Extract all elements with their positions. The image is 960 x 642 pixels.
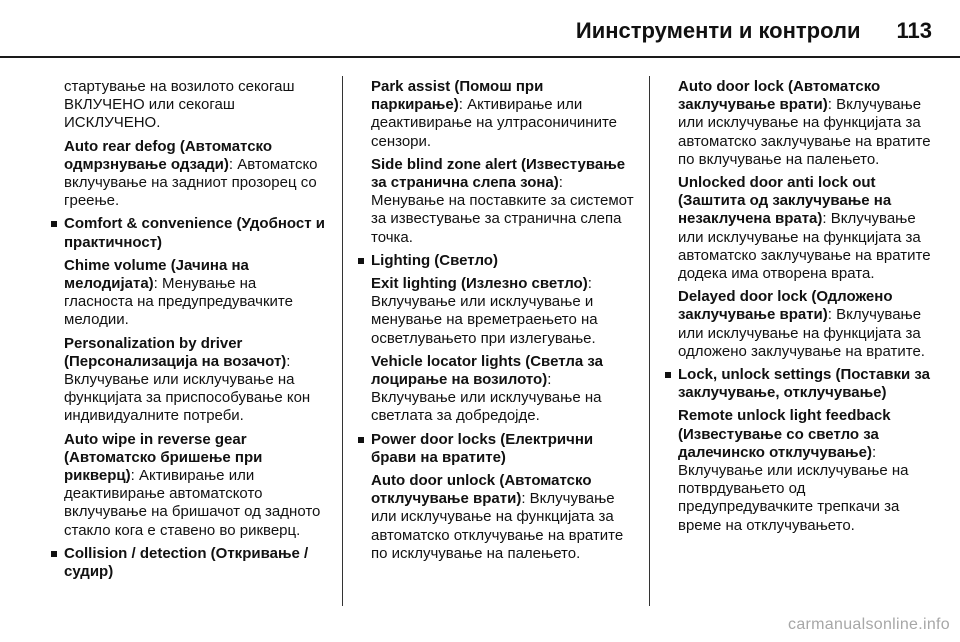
setting-title: Auto door unlock (Автоматско отклучување врати) bbox=[371, 472, 592, 508]
setting-description: : Вклучување или исклучување на светлата за добредојде. bbox=[371, 371, 602, 425]
section-heading: Collision / detection (Откривање / судир) bbox=[64, 544, 309, 581]
section-heading: Lock, unlock settings (Поставки за заклучување, отклучување) bbox=[678, 366, 931, 402]
bullet-square-icon bbox=[51, 551, 57, 557]
section-bullet bbox=[678, 366, 941, 402]
continued-paragraph: стартување на возилото секогаш ВКЛУЧЕНО или секогаш ИСКЛУЧЕНО. bbox=[64, 78, 295, 132]
setting-description: : Вклучување или исклучување на функцијата за автоматско заклучување на вратите по вклучување на палењето. bbox=[678, 96, 931, 168]
setting-entry bbox=[64, 335, 327, 426]
setting-entry bbox=[64, 431, 327, 540]
setting-description: : Активирање или деактивирање автоматското вклучување на бришачот од задното стакло кога е ставено во рикверц. bbox=[64, 467, 321, 539]
setting-entry bbox=[678, 78, 941, 169]
setting-entry bbox=[371, 275, 634, 348]
section-heading: Lighting (Светло) bbox=[371, 251, 498, 269]
setting-title: Delayed door lock (Одложено заклучување врати) bbox=[678, 288, 893, 324]
setting-entry bbox=[371, 78, 634, 151]
setting-title: Remote unlock light feedback (Известување со светло за далечинско отклучување) bbox=[678, 407, 891, 461]
section-bullet bbox=[64, 215, 327, 251]
setting-entry bbox=[371, 156, 634, 247]
text-column-3 bbox=[678, 78, 941, 540]
bullet-square-icon bbox=[665, 372, 671, 378]
setting-title: Personalization by driver (Персонализација на возачот) bbox=[64, 334, 287, 370]
page-number: 113 bbox=[896, 18, 932, 43]
setting-title: Park assist (Помош при паркирање) bbox=[371, 78, 544, 114]
setting-description: : Вклучување или исклучување на функцијата за автоматско отклучување на вратите по исклучување на палењето. bbox=[371, 490, 624, 562]
setting-description: : Вклучување или исклучување на функцијата за одложено заклучување на вратите. bbox=[678, 306, 925, 360]
section-heading: Power door locks (Електрични брави на вратите) bbox=[371, 430, 594, 466]
bullet-square-icon bbox=[358, 258, 364, 264]
header-rule bbox=[0, 56, 960, 58]
setting-description: : Активирање или деактивирање на ултрасоничините сензори. bbox=[371, 96, 617, 150]
bullet-square-icon bbox=[358, 437, 364, 443]
column-divider bbox=[342, 76, 343, 606]
section-heading: Comfort & convenience (Удобност и практичност) bbox=[64, 215, 325, 251]
setting-title: Unlocked door anti lock out (Заштита од заклучување на незаклучена врата) bbox=[678, 174, 892, 228]
setting-entry bbox=[371, 353, 634, 426]
setting-title: Exit lighting (Излезно светло) bbox=[371, 275, 588, 293]
section-bullet bbox=[371, 431, 634, 467]
watermark: carmanualsonline.info bbox=[788, 616, 950, 633]
setting-entry bbox=[678, 174, 941, 283]
section-bullet bbox=[371, 252, 634, 270]
column-divider bbox=[649, 76, 650, 606]
setting-description: : Автоматско вклучување на задниот прозорец со греење. bbox=[64, 155, 318, 210]
setting-entry bbox=[678, 288, 941, 361]
setting-description: : Вклучување или исклучување на функцијата за автоматско заклучување на вратите додека има отворена врата. bbox=[678, 210, 931, 283]
text-column-2 bbox=[371, 78, 634, 568]
setting-title: Vehicle locator lights (Светла за лоцирање на возилото) bbox=[371, 352, 603, 389]
setting-description: : Вклучување или исклучување на функцијата за приспособување кон индивидуалните потреби. bbox=[64, 352, 311, 425]
setting-description: : Менување на гласноста на предупредувачките мелодии. bbox=[64, 275, 293, 329]
setting-description: : Вклучување или исклучување на потврдувањето од предупредувачките трепкачи за време на отклучувањето. bbox=[678, 443, 909, 534]
setting-entry bbox=[371, 472, 634, 563]
setting-title: Auto rear defog (Автоматско одмрзнување одзади) bbox=[64, 137, 273, 173]
setting-entry bbox=[678, 407, 941, 534]
page-title: Иинструменти и контроли bbox=[575, 18, 861, 43]
bullet-square-icon bbox=[51, 221, 57, 227]
setting-entry bbox=[64, 138, 327, 211]
section-bullet bbox=[64, 545, 327, 581]
setting-title: Side blind zone alert (Известување за странична слепа зона) bbox=[371, 155, 626, 192]
setting-description: : Менување на поставките за системот за известување за странична слепа точка. bbox=[371, 174, 634, 246]
setting-description: : Вклучување или исклучување и менување на времетраењето на осветлувањето при излегување. bbox=[371, 275, 598, 347]
page-header bbox=[576, 18, 932, 44]
setting-title: Chime volume (Јачина на мелодијата) bbox=[64, 256, 249, 293]
text-column-1 bbox=[64, 78, 327, 586]
setting-title: Auto wipe in reverse gear (Автоматско бришење при рикверц) bbox=[64, 430, 263, 485]
setting-title: Auto door lock (Автоматско заклучување врати) bbox=[678, 78, 881, 114]
setting-entry bbox=[64, 257, 327, 330]
